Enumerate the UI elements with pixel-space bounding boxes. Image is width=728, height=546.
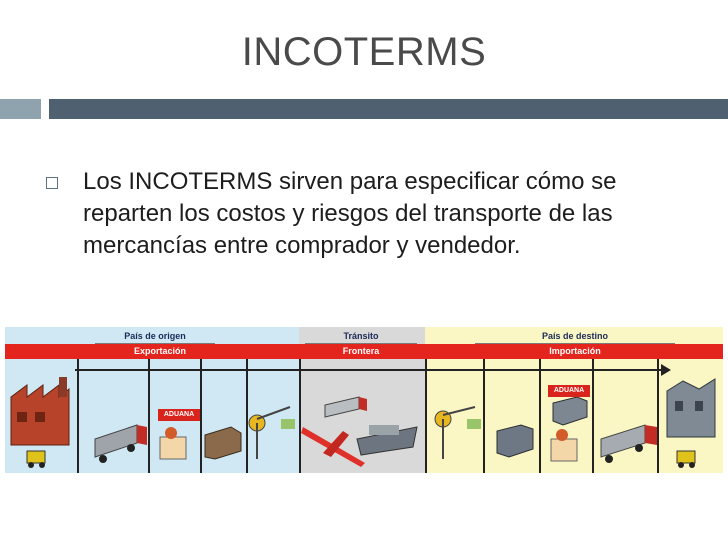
strip-label-export: Exportación [133, 346, 186, 356]
zone-origin-header: País de origen [95, 330, 215, 344]
factory-icon [11, 377, 69, 445]
containers-icon [497, 425, 533, 457]
customs-officer-icon [551, 429, 577, 461]
crane-icon [249, 407, 295, 459]
strip-label-border: Frontera [342, 346, 380, 356]
strip-label-import: Importación [549, 346, 601, 356]
customs-sign-export: ADUANA [158, 409, 200, 421]
incoterms-diagram [5, 327, 723, 473]
truck-icon [95, 425, 147, 463]
zone-destination-header: País de destino [475, 330, 675, 344]
crane-icon [435, 407, 481, 459]
bullet-text: Los INCOTERMS sirven para especificar cómo se reparten los costos y riesgos del transporte de las mercancías entre comprador y vendedor. [83, 168, 617, 259]
truck-icon [601, 425, 657, 463]
warehouse-icon [667, 379, 715, 437]
square-bullet-icon [46, 177, 58, 189]
airplane-icon [301, 427, 365, 467]
forklift-icon [27, 451, 45, 468]
title-rule [49, 99, 728, 119]
diagram-illustrations [5, 327, 723, 473]
slide-title: INCOTERMS [241, 30, 487, 74]
customs-officer-icon [160, 427, 186, 459]
title-rule-accent [0, 99, 41, 119]
containers-icon [553, 397, 587, 425]
customs-sign-import: ADUANA [548, 385, 590, 397]
ship-icon [357, 425, 417, 455]
truck-icon [325, 397, 367, 417]
zone-transit-header: Tránsito [305, 330, 417, 344]
containers-icon [205, 427, 241, 459]
forklift-icon [677, 451, 695, 468]
